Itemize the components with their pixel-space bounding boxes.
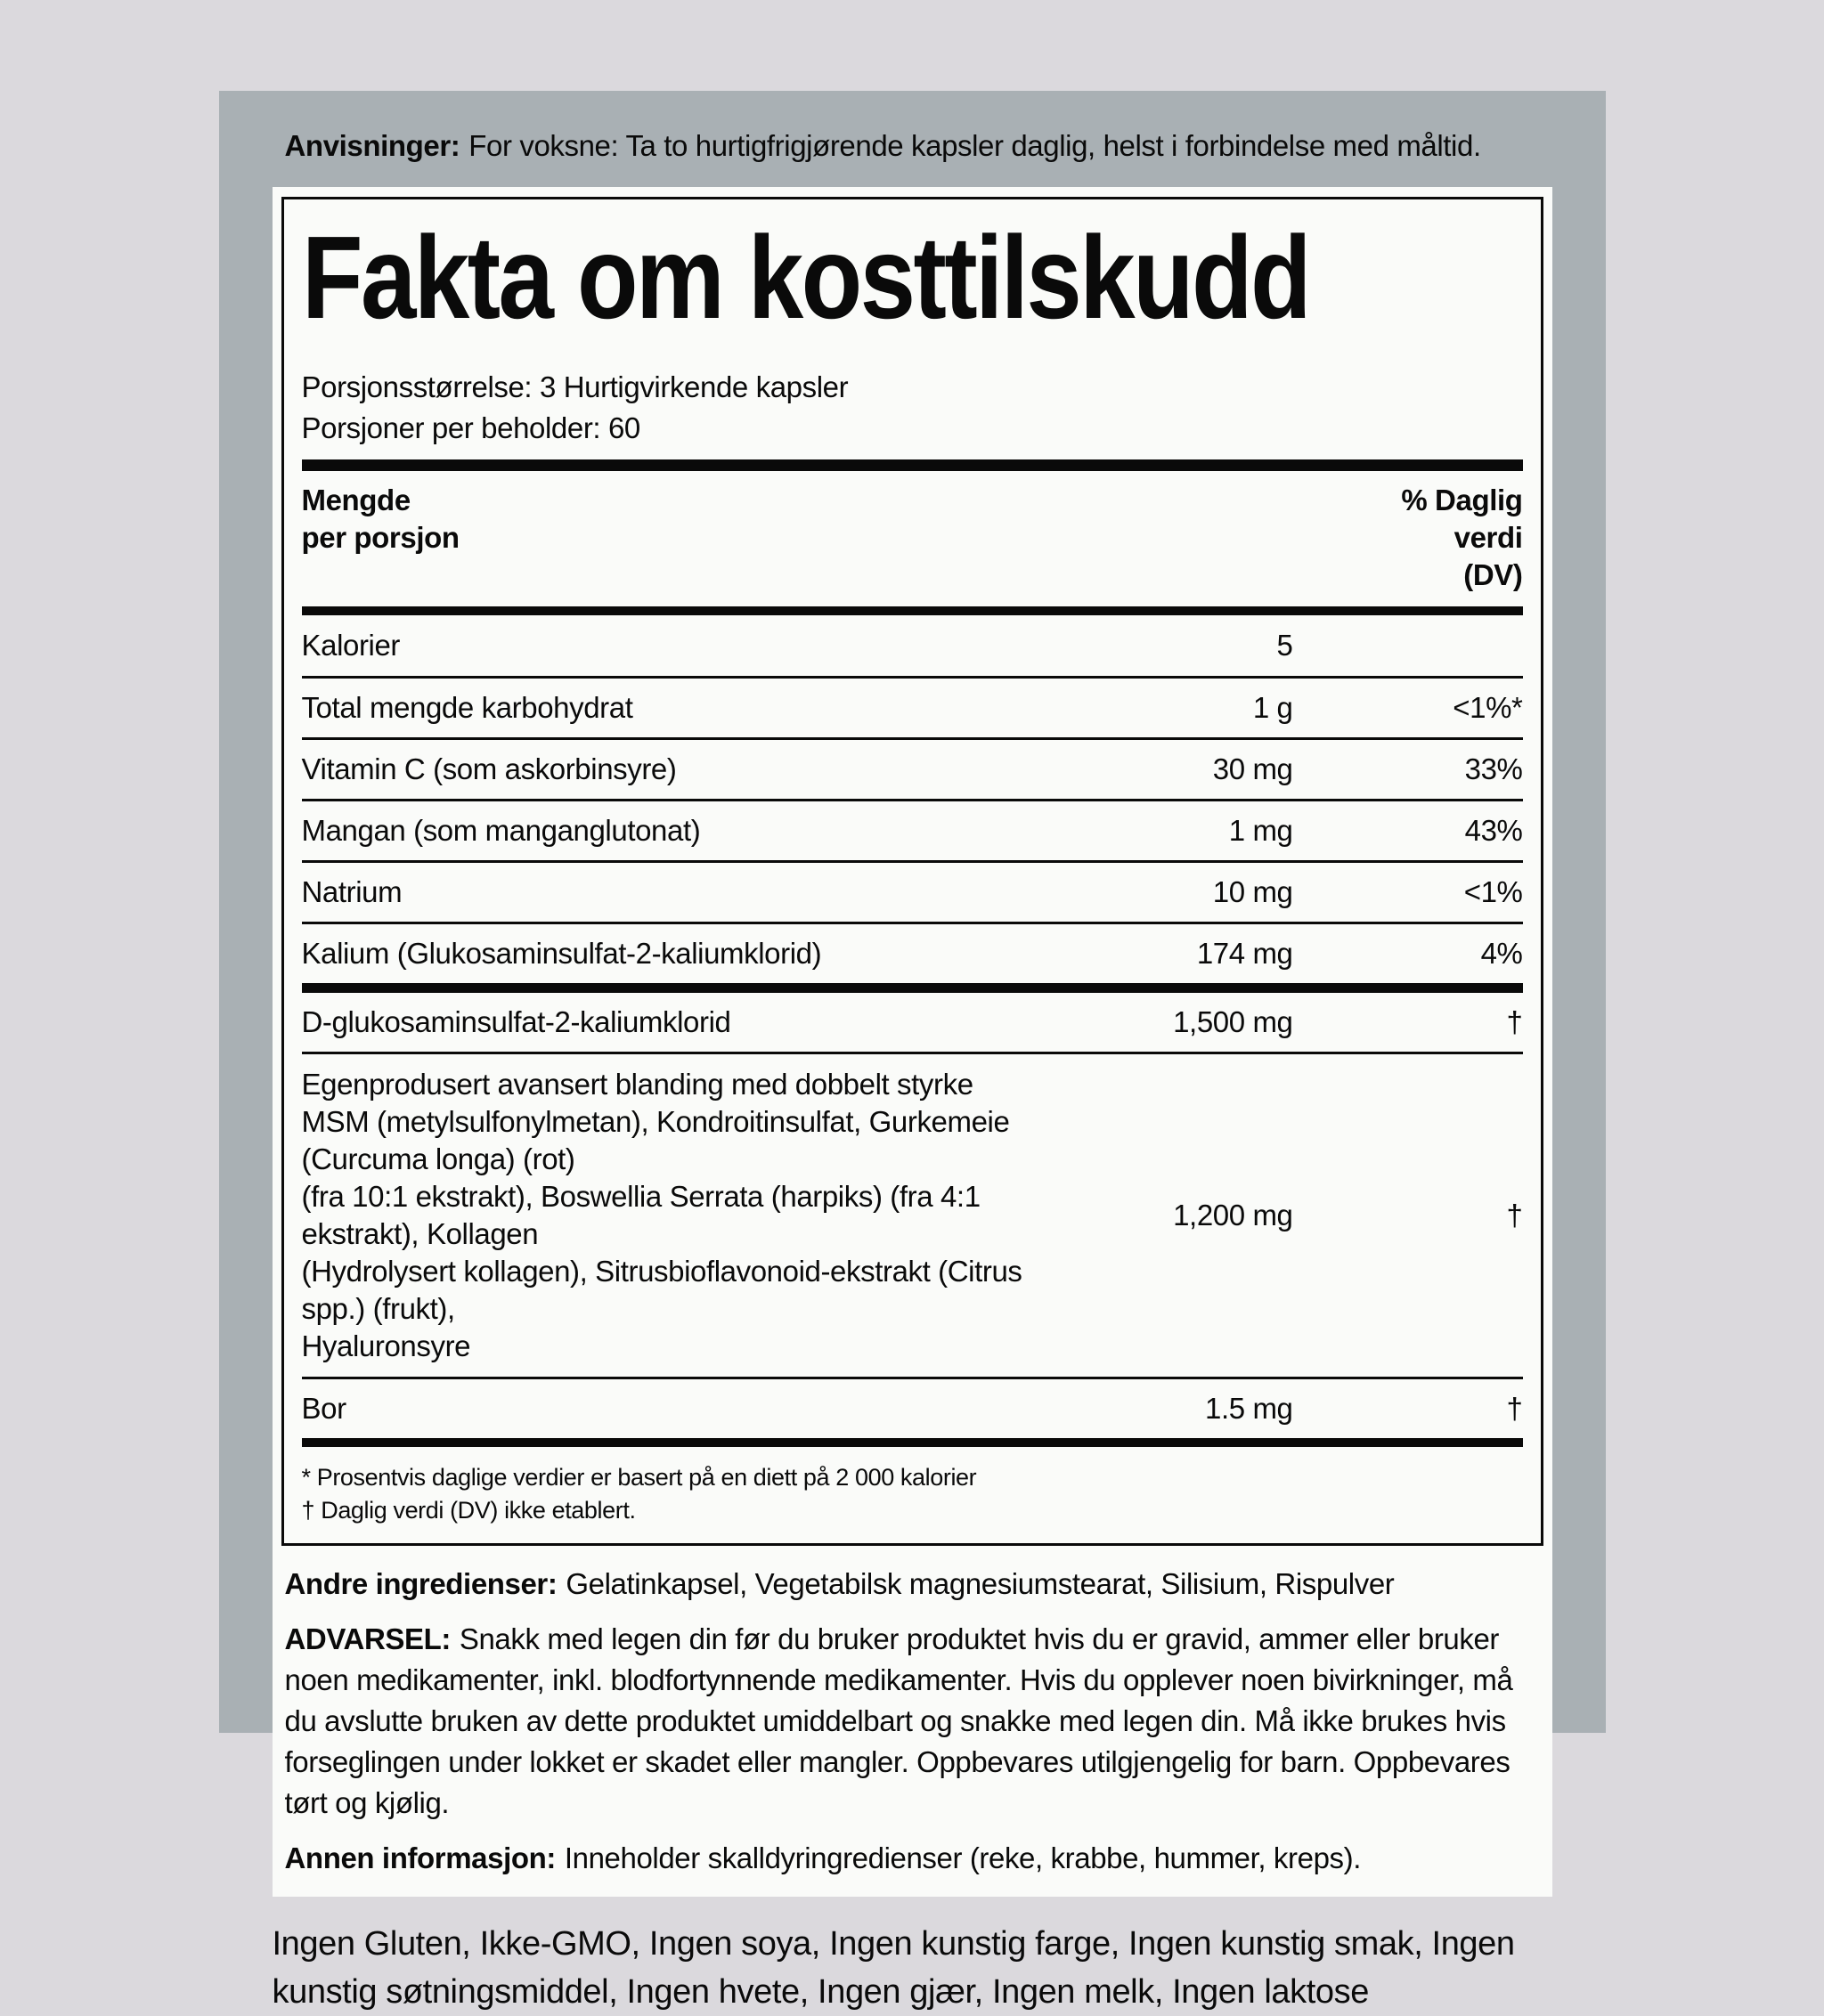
row-amount: 10 mg	[1212, 875, 1293, 908]
row-dv: †	[1506, 1392, 1523, 1425]
other-info-label: Annen informasjon:	[284, 1841, 556, 1874]
other-ingredients	[285, 1564, 1540, 1605]
table-row	[302, 799, 1523, 860]
supplement-label	[273, 187, 1552, 1897]
warning	[285, 1619, 1540, 1824]
row-dv: †	[1506, 1005, 1523, 1038]
row-amount: 1,200 mg	[1173, 1199, 1293, 1232]
divider-bar-top	[302, 459, 1523, 471]
row-amount: 1,500 mg	[1173, 1005, 1293, 1038]
row-amount: 174 mg	[1196, 937, 1293, 970]
row-name: Kalium (Glukosaminsulfat-2-kaliumklorid)	[301, 937, 822, 970]
row-name: Total mengde karbohydrat	[301, 691, 633, 724]
row-amount: 30 mg	[1212, 752, 1293, 785]
row-name: Mangan (som manganglutonat)	[301, 814, 701, 847]
other-info-text: Inneholder skalldyringredienser (reke, krabbe, hummer, kreps).	[564, 1841, 1361, 1874]
table-row	[302, 737, 1523, 799]
table-row	[302, 676, 1523, 737]
row-dv: <1%*	[1453, 691, 1523, 724]
divider-bar-bottom	[302, 1438, 1523, 1447]
row-dv: 43%	[1464, 814, 1523, 847]
table-row	[302, 1052, 1523, 1377]
row-dv: †	[1506, 1199, 1523, 1232]
directions-text: For voksne: Ta to hurtigfrigjørende kapsler daglig, helst i forbindelse med måltid.	[468, 129, 1481, 162]
directions-line	[285, 126, 1552, 166]
row-dv: 33%	[1464, 752, 1523, 785]
facts-header	[302, 471, 1523, 606]
facts-title: Fakta om kosttilskudd	[301, 212, 1309, 343]
free-from-text: Ingen Gluten, Ikke-GMO, Ingen soya, Ingen kunstig farge, Ingen kunstig smak, Ingen kunstig søtningsmiddel, Ingen hvete, Ingen gjær, Ingen melk, Ingen laktose	[272, 1925, 1515, 2011]
servings-per-container: Porsjoner per beholder: 60	[301, 411, 640, 444]
other-info	[285, 1838, 1540, 1879]
row-name: Vitamin C (som askorbinsyre)	[301, 752, 677, 785]
row-amount: 1 mg	[1228, 814, 1293, 847]
footnotes	[302, 1447, 1523, 1543]
supplement-facts-box	[281, 197, 1543, 1546]
table-row	[302, 860, 1523, 922]
footnote-daily-values: * Prosentvis daglige verdier er basert på en diett på 2 000 kalorier	[301, 1464, 977, 1491]
row-dv: <1%	[1463, 875, 1523, 908]
row-name: Natrium	[301, 875, 403, 908]
table-row	[302, 922, 1523, 983]
other-ingredients-text: Gelatinkapsel, Vegetabilsk magnesiumstearat, Silisium, Rispulver	[566, 1567, 1395, 1600]
other-ingredients-label: Andre ingredienser:	[284, 1567, 558, 1600]
facts-rows	[302, 615, 1523, 1438]
warning-text: Snakk med legen din før du bruker produktet hvis du er gravid, ammer eller bruker noen medikamenter, inkl. blodfortynnende medikamenter. Hvis du opplever noen bivirkninger, må du avslutte bruken av dette produktet umiddelbart og snakke med legen din. Må ikke brukes hvis forseglingen under lokket er skadet eller mangler. Oppbevares utilgjengelig for barn. Oppbevares tørt og kjølig.	[284, 1622, 1513, 1819]
row-amount: 1.5 mg	[1205, 1392, 1293, 1425]
table-row	[302, 615, 1523, 676]
row-name: Bor	[301, 1392, 346, 1425]
row-name: D-glukosaminsulfat-2-kaliumklorid	[301, 1005, 731, 1038]
directions-label: Anvisninger:	[284, 129, 460, 162]
row-amount: 5	[1276, 629, 1293, 662]
table-row	[302, 983, 1523, 1052]
header-dv-label: % Daglig verdi (DV)	[1401, 484, 1523, 591]
label-panel	[219, 91, 1606, 2011]
row-amount: 1 g	[1252, 691, 1293, 724]
row-dv: 4%	[1480, 937, 1523, 970]
table-row	[302, 1377, 1523, 1438]
serving-size: Porsjonsstørrelse: 3 Hurtigvirkende kapsler	[301, 370, 849, 403]
row-name: Egenprodusert avansert blanding med dobbelt styrke MSM (metylsulfonylmetan), Kondroitinsulfat, Gurkemeie (Curcuma longa) (rot) (fra 10:1 ekstrakt), Boswellia Serrata (harpiks) (fra 4:1 ekstrakt), Kollagen (Hydrolysert kollagen), Sitrusbioflavonoid-ekstrakt (Citrus spp.) (frukt), Hyaluronsyre	[301, 1068, 1022, 1362]
row-name: Kalorier	[301, 629, 401, 662]
header-amount-label: Mengde per porsjon	[301, 484, 460, 554]
divider-bar-header	[302, 606, 1523, 615]
footnote-dv-not-established: † Daglig verdi (DV) ikke etablert.	[301, 1497, 636, 1524]
warning-label: ADVARSEL:	[284, 1622, 451, 1655]
